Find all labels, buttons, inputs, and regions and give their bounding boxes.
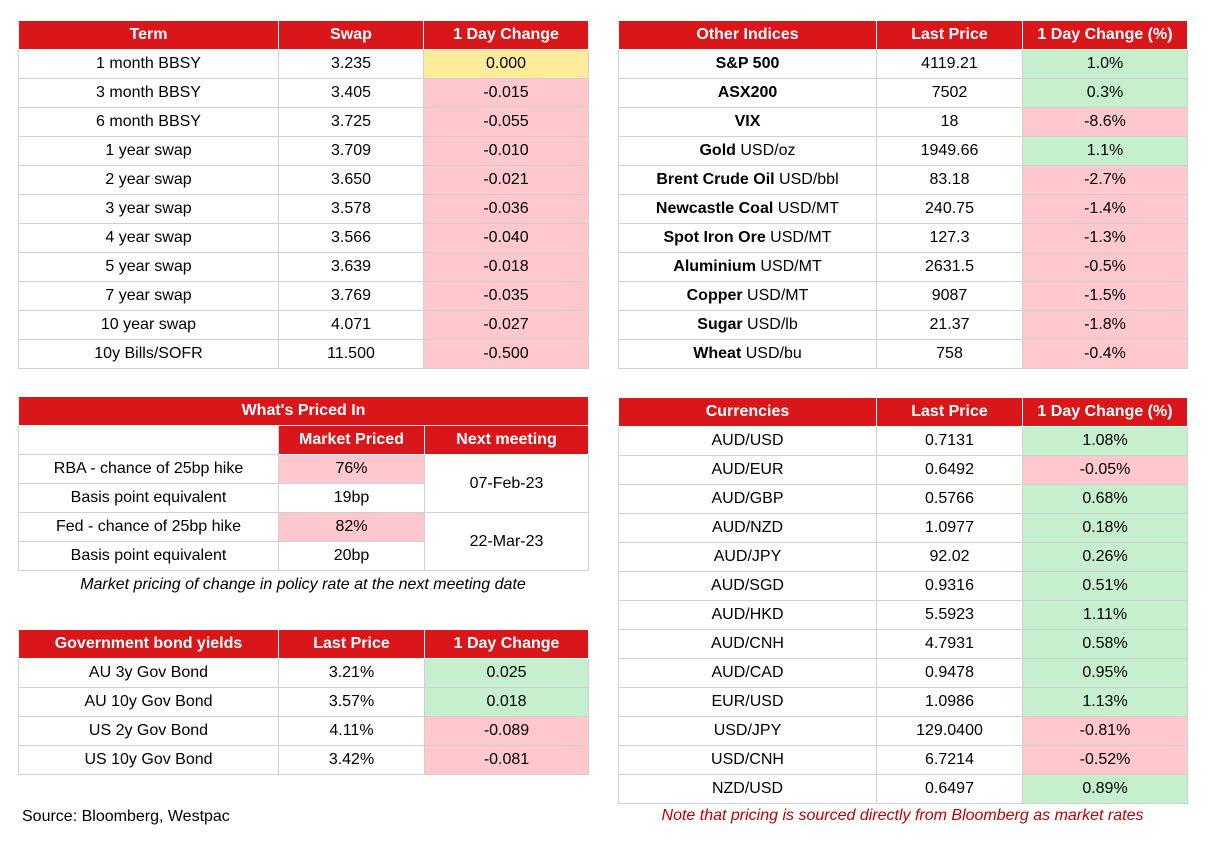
swap-change: -0.010 bbox=[424, 137, 589, 166]
currency-pair: USD/CNH bbox=[619, 746, 877, 775]
bond-name: AU 3y Gov Bond bbox=[19, 659, 279, 688]
fed-bp-label: Basis point equivalent bbox=[19, 542, 279, 571]
currency-price: 0.6492 bbox=[877, 456, 1023, 485]
currency-row bbox=[619, 746, 1188, 775]
index-price: 127.3 bbox=[877, 224, 1023, 253]
indices-row bbox=[619, 108, 1188, 137]
currency-price: 0.9316 bbox=[877, 572, 1023, 601]
swap-header-change: 1 Day Change bbox=[424, 21, 589, 50]
currency-change: -0.81% bbox=[1023, 717, 1188, 746]
index-name-cell bbox=[619, 282, 877, 311]
indices-row bbox=[619, 137, 1188, 166]
index-unit: USD/lb bbox=[742, 316, 798, 333]
currency-price: 0.9478 bbox=[877, 659, 1023, 688]
swap-term: 10y Bills/SOFR bbox=[19, 340, 279, 369]
currency-change: 1.11% bbox=[1023, 601, 1188, 630]
swap-row bbox=[19, 340, 589, 369]
currency-change: 0.18% bbox=[1023, 514, 1188, 543]
swap-row bbox=[19, 253, 589, 282]
indices-row bbox=[619, 311, 1188, 340]
index-name: S&P 500 bbox=[715, 55, 780, 72]
fed-chance-value: 82% bbox=[279, 513, 425, 542]
index-name: VIX bbox=[734, 113, 761, 130]
currency-row bbox=[619, 601, 1188, 630]
swap-row bbox=[19, 137, 589, 166]
bond-name: US 2y Gov Bond bbox=[19, 717, 279, 746]
currency-price: 0.6497 bbox=[877, 775, 1023, 804]
currency-change: 0.95% bbox=[1023, 659, 1188, 688]
swap-change: 0.000 bbox=[424, 50, 589, 79]
rba-bp-value: 19bp bbox=[279, 484, 425, 513]
currency-pair: AUD/GBP bbox=[619, 485, 877, 514]
swap-row bbox=[19, 224, 589, 253]
currency-row bbox=[619, 456, 1188, 485]
bond-price: 3.57% bbox=[279, 688, 425, 717]
index-change: -1.8% bbox=[1023, 311, 1188, 340]
swap-value: 3.769 bbox=[279, 282, 424, 311]
currency-price: 129.0400 bbox=[877, 717, 1023, 746]
swap-value: 11.500 bbox=[279, 340, 424, 369]
index-name: Gold bbox=[699, 142, 736, 159]
currency-price: 6.7214 bbox=[877, 746, 1023, 775]
pricing-note: Note that pricing is sourced directly from Bloomberg as market rates bbox=[661, 807, 1144, 824]
priced-in-blank-cell bbox=[19, 426, 279, 455]
bonds-header-price: Last Price bbox=[279, 630, 425, 659]
swap-header-term: Term bbox=[19, 21, 279, 50]
indices-table bbox=[618, 20, 1188, 369]
currency-price: 0.7131 bbox=[877, 427, 1023, 456]
rba-next-meeting: 07-Feb-23 bbox=[425, 455, 589, 513]
currency-pair: AUD/SGD bbox=[619, 572, 877, 601]
index-price: 9087 bbox=[877, 282, 1023, 311]
bond-price: 3.21% bbox=[279, 659, 425, 688]
rba-bp-label: Basis point equivalent bbox=[19, 484, 279, 513]
bond-change: 0.018 bbox=[425, 688, 589, 717]
swap-change: -0.035 bbox=[424, 282, 589, 311]
priced-in-title: What's Priced In bbox=[19, 397, 589, 426]
swap-table-body bbox=[19, 50, 589, 369]
bond-change: 0.025 bbox=[425, 659, 589, 688]
currencies-body bbox=[619, 427, 1188, 804]
index-name: Spot Iron Ore bbox=[663, 229, 766, 246]
currency-pair: NZD/USD bbox=[619, 775, 877, 804]
index-name-cell bbox=[619, 340, 877, 369]
index-name-cell bbox=[619, 50, 877, 79]
currency-pair: AUD/USD bbox=[619, 427, 877, 456]
currency-pair: USD/JPY bbox=[619, 717, 877, 746]
swap-row bbox=[19, 311, 589, 340]
index-name-cell bbox=[619, 137, 877, 166]
swap-row bbox=[19, 282, 589, 311]
index-unit: USD/MT bbox=[755, 258, 822, 275]
swap-table bbox=[18, 20, 589, 369]
source-note: Source: Bloomberg, Westpac bbox=[22, 808, 230, 825]
bond-price: 4.11% bbox=[279, 717, 425, 746]
swap-change: -0.021 bbox=[424, 166, 589, 195]
index-unit: USD/oz bbox=[735, 142, 796, 159]
currency-change: 0.51% bbox=[1023, 572, 1188, 601]
currency-change: 0.58% bbox=[1023, 630, 1188, 659]
currencies-panel bbox=[618, 397, 1187, 804]
bond-change: -0.081 bbox=[425, 746, 589, 775]
priced-in-header-market: Market Priced bbox=[279, 426, 425, 455]
swap-row bbox=[19, 108, 589, 137]
index-change: -2.7% bbox=[1023, 166, 1188, 195]
index-name-cell bbox=[619, 195, 877, 224]
currency-pair: AUD/NZD bbox=[619, 514, 877, 543]
currency-row bbox=[619, 630, 1188, 659]
swap-value: 3.725 bbox=[279, 108, 424, 137]
currencies-table bbox=[618, 397, 1188, 804]
swap-change: -0.055 bbox=[424, 108, 589, 137]
indices-row bbox=[619, 50, 1188, 79]
swap-value: 3.639 bbox=[279, 253, 424, 282]
swap-term: 1 month BBSY bbox=[19, 50, 279, 79]
swap-term: 7 year swap bbox=[19, 282, 279, 311]
index-price: 18 bbox=[877, 108, 1023, 137]
index-price: 240.75 bbox=[877, 195, 1023, 224]
currency-change: 0.89% bbox=[1023, 775, 1188, 804]
swap-term: 10 year swap bbox=[19, 311, 279, 340]
swap-row bbox=[19, 79, 589, 108]
currency-pair: AUD/EUR bbox=[619, 456, 877, 485]
index-price: 1949.66 bbox=[877, 137, 1023, 166]
index-name-cell bbox=[619, 311, 877, 340]
swap-value: 3.235 bbox=[279, 50, 424, 79]
fed-next-meeting: 22-Mar-23 bbox=[425, 513, 589, 571]
currency-row bbox=[619, 514, 1188, 543]
index-name: Sugar bbox=[697, 316, 743, 333]
currency-change: 0.26% bbox=[1023, 543, 1188, 572]
indices-table-panel bbox=[618, 20, 1187, 369]
indices-header-change: 1 Day Change (%) bbox=[1023, 21, 1188, 50]
currency-price: 1.0977 bbox=[877, 514, 1023, 543]
swap-change: -0.018 bbox=[424, 253, 589, 282]
index-name: Brent Crude Oil bbox=[656, 171, 775, 188]
swap-row bbox=[19, 166, 589, 195]
currencies-header-change: 1 Day Change (%) bbox=[1023, 398, 1188, 427]
indices-row bbox=[619, 253, 1188, 282]
currency-pair: AUD/CAD bbox=[619, 659, 877, 688]
index-change: 1.0% bbox=[1023, 50, 1188, 79]
currency-change: -0.52% bbox=[1023, 746, 1188, 775]
swap-value: 4.071 bbox=[279, 311, 424, 340]
indices-row bbox=[619, 282, 1188, 311]
index-name: ASX200 bbox=[717, 84, 778, 101]
swap-term: 4 year swap bbox=[19, 224, 279, 253]
index-price: 21.37 bbox=[877, 311, 1023, 340]
indices-header-name: Other Indices bbox=[619, 21, 877, 50]
indices-row bbox=[619, 340, 1188, 369]
index-name: Wheat bbox=[693, 345, 742, 362]
currency-price: 92.02 bbox=[877, 543, 1023, 572]
swap-table-panel bbox=[18, 20, 588, 369]
bond-row bbox=[19, 746, 589, 775]
indices-row bbox=[619, 224, 1188, 253]
currency-pair: AUD/CNH bbox=[619, 630, 877, 659]
bond-name: AU 10y Gov Bond bbox=[19, 688, 279, 717]
currency-price: 1.0986 bbox=[877, 688, 1023, 717]
index-unit: USD/MT bbox=[742, 287, 809, 304]
bond-change: -0.089 bbox=[425, 717, 589, 746]
rba-chance-label: RBA - chance of 25bp hike bbox=[19, 455, 279, 484]
swap-value: 3.405 bbox=[279, 79, 424, 108]
swap-change: -0.027 bbox=[424, 311, 589, 340]
swap-term: 3 year swap bbox=[19, 195, 279, 224]
currencies-header-pair: Currencies bbox=[619, 398, 877, 427]
bond-price: 3.42% bbox=[279, 746, 425, 775]
currency-row bbox=[619, 717, 1188, 746]
swap-term: 3 month BBSY bbox=[19, 79, 279, 108]
index-change: -8.6% bbox=[1023, 108, 1188, 137]
currency-row bbox=[619, 543, 1188, 572]
swap-change: -0.036 bbox=[424, 195, 589, 224]
indices-table-body bbox=[619, 50, 1188, 369]
priced-in-header-next: Next meeting bbox=[425, 426, 589, 455]
index-change: -1.5% bbox=[1023, 282, 1188, 311]
swap-row bbox=[19, 195, 589, 224]
index-name-cell bbox=[619, 224, 877, 253]
index-name-cell bbox=[619, 253, 877, 282]
swap-change: -0.500 bbox=[424, 340, 589, 369]
index-price: 4119.21 bbox=[877, 50, 1023, 79]
bonds-header-change: 1 Day Change bbox=[425, 630, 589, 659]
currency-row bbox=[619, 659, 1188, 688]
currency-pair: EUR/USD bbox=[619, 688, 877, 717]
index-price: 2631.5 bbox=[877, 253, 1023, 282]
index-name-cell bbox=[619, 166, 877, 195]
currency-row bbox=[619, 427, 1188, 456]
currency-change: 1.13% bbox=[1023, 688, 1188, 717]
index-name: Copper bbox=[686, 287, 743, 304]
bond-row bbox=[19, 659, 589, 688]
currency-price: 5.5923 bbox=[877, 601, 1023, 630]
currencies-header-price: Last Price bbox=[877, 398, 1023, 427]
currency-row bbox=[619, 775, 1188, 804]
swap-change: -0.015 bbox=[424, 79, 589, 108]
index-name-cell bbox=[619, 79, 877, 108]
index-change: -1.4% bbox=[1023, 195, 1188, 224]
indices-header-price: Last Price bbox=[877, 21, 1023, 50]
currency-row bbox=[619, 572, 1188, 601]
index-price: 7502 bbox=[877, 79, 1023, 108]
currency-row bbox=[619, 688, 1188, 717]
index-name: Newcastle Coal bbox=[655, 200, 774, 217]
indices-row bbox=[619, 79, 1188, 108]
swap-value: 3.709 bbox=[279, 137, 424, 166]
swap-value: 3.566 bbox=[279, 224, 424, 253]
bonds-header-name: Government bond yields bbox=[19, 630, 279, 659]
bond-yields-body bbox=[19, 659, 589, 775]
fed-bp-value: 20bp bbox=[279, 542, 425, 571]
index-change: -0.5% bbox=[1023, 253, 1188, 282]
swap-value: 3.578 bbox=[279, 195, 424, 224]
index-change: 1.1% bbox=[1023, 137, 1188, 166]
priced-in-note: Market pricing of change in policy rate at the next meeting date bbox=[80, 576, 526, 593]
index-unit: USD/bbl bbox=[774, 171, 839, 188]
rba-chance-value: 76% bbox=[279, 455, 425, 484]
priced-in-panel bbox=[18, 396, 588, 594]
swap-term: 6 month BBSY bbox=[19, 108, 279, 137]
bond-yields-panel bbox=[18, 629, 588, 775]
swap-term: 1 year swap bbox=[19, 137, 279, 166]
index-name-cell bbox=[619, 108, 877, 137]
fed-chance-label: Fed - chance of 25bp hike bbox=[19, 513, 279, 542]
index-price: 83.18 bbox=[877, 166, 1023, 195]
priced-in-table bbox=[18, 396, 589, 571]
bond-name: US 10y Gov Bond bbox=[19, 746, 279, 775]
index-change: -0.4% bbox=[1023, 340, 1188, 369]
currency-change: -0.05% bbox=[1023, 456, 1188, 485]
bond-yields-table bbox=[18, 629, 589, 775]
swap-term: 5 year swap bbox=[19, 253, 279, 282]
currency-change: 1.08% bbox=[1023, 427, 1188, 456]
index-change: 0.3% bbox=[1023, 79, 1188, 108]
swap-term: 2 year swap bbox=[19, 166, 279, 195]
currency-price: 4.7931 bbox=[877, 630, 1023, 659]
bond-row bbox=[19, 717, 589, 746]
index-unit: USD/MT bbox=[773, 200, 840, 217]
currency-pair: AUD/HKD bbox=[619, 601, 877, 630]
index-price: 758 bbox=[877, 340, 1023, 369]
swap-row bbox=[19, 50, 589, 79]
swap-value: 3.650 bbox=[279, 166, 424, 195]
currency-change: 0.68% bbox=[1023, 485, 1188, 514]
index-unit: USD/bu bbox=[741, 345, 802, 362]
swap-header-swap: Swap bbox=[279, 21, 424, 50]
index-name: Aluminium bbox=[673, 258, 756, 275]
indices-row bbox=[619, 166, 1188, 195]
index-unit: USD/MT bbox=[765, 229, 832, 246]
bond-row bbox=[19, 688, 589, 717]
currency-price: 0.5766 bbox=[877, 485, 1023, 514]
currency-pair: AUD/JPY bbox=[619, 543, 877, 572]
swap-change: -0.040 bbox=[424, 224, 589, 253]
index-change: -1.3% bbox=[1023, 224, 1188, 253]
currency-row bbox=[619, 485, 1188, 514]
indices-row bbox=[619, 195, 1188, 224]
